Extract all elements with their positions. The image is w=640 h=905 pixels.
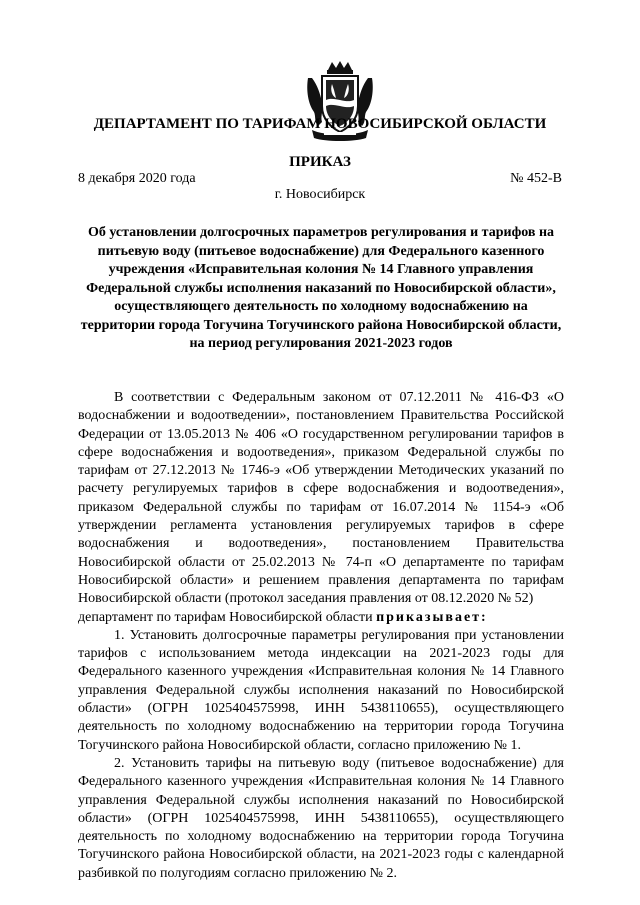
directive-paragraph — [78, 609, 564, 627]
order-body — [78, 389, 564, 883]
department-title: ДЕПАРТАМЕНТ ПО ТАРИФАМ НОВОСИБИРСКОЙ ОБЛАСТИ — [93, 116, 547, 132]
order-subject: Об установлении долгосрочных параметров регулирования и тарифов на питьевую воду (питьевое водоснабжение) для Федерального казенного учреждения «Исправительная колония № 14 Главного управления Федеральной службы исполнения наказаний по Новосибирской области», осуществляющего деятельность по холодному водоснабжению на территории города Тогучина Тогучинского района Новосибирской области, на период регулирования 2021-2023 годов — [80, 225, 562, 351]
item-1-paragraph: 1. Установить долгосрочные параметры регулирования при установлении тарифов с использованием метода индексации на 2021-2023 годы для Федерального казенного учреждения «Исправительная колония № 14 Главного управления Федеральной службы исполнения наказаний по Новосибирской области» (ОГРН 1025404575998, ИНН 5438110655), осуществляющего деятельность по холодному водоснабжению на территории города Тогучина Тогучинского района Новосибирской области, согласно приложению № 1. — [78, 627, 564, 753]
order-number: № 452-В — [510, 171, 562, 186]
order-title: ПРИКАЗ — [289, 154, 351, 170]
directive-prefix: департамент по тарифам Новосибирской области — [78, 609, 377, 625]
item-2-paragraph: 2. Установить тарифы на питьевую воду (питьевое водоснабжение) для Федерального казенного учреждения «Исправительная колония № 14 Главного управления Федеральной службы исполнения наказаний по Новосибирской области» (ОГРН 1025404575998, ИНН 5438110655), осуществляющего деятельность по холодному водоснабжению на территории города Тогучина Тогучинского района Новосибирской области, на 2021-2023 годы с календарной разбивкой по полугодиям согласно приложению № 2. — [78, 755, 564, 881]
order-date: 8 декабря 2020 года — [78, 171, 196, 186]
directive-word: приказывает: — [376, 609, 488, 625]
order-city: г. Новосибирск — [274, 187, 366, 202]
preamble-paragraph: В соответствии с Федеральным законом от 07.12.2011 № 416-ФЗ «О водоснабжении и водоотведении», постановлением Правительства Российской Федерации от 13.05.2013 № 406 «О государственном регулировании тарифов в сфере водоснабжения и водоотведения», приказом Федеральной службы по тарифам от 27.12.2013 № 1746-э «Об утверждении Методических указаний по расчету регулируемых тарифов в сфере водоснабжения и водоотведения», приказом Федеральной службы по тарифам от 16.07.2014 № 1154-э «Об утверждении регламента установления регулируемых тарифов в сфере водоснабжения и водоотведения», постановлением Правительства Новосибирской области от 25.02.2013 № 74-п «О департаменте по тарифам Новосибирской области» и решением правления департамента по тарифам Новосибирской области (протокол заседания правления от 08.12.2020 № 52) — [78, 390, 564, 607]
